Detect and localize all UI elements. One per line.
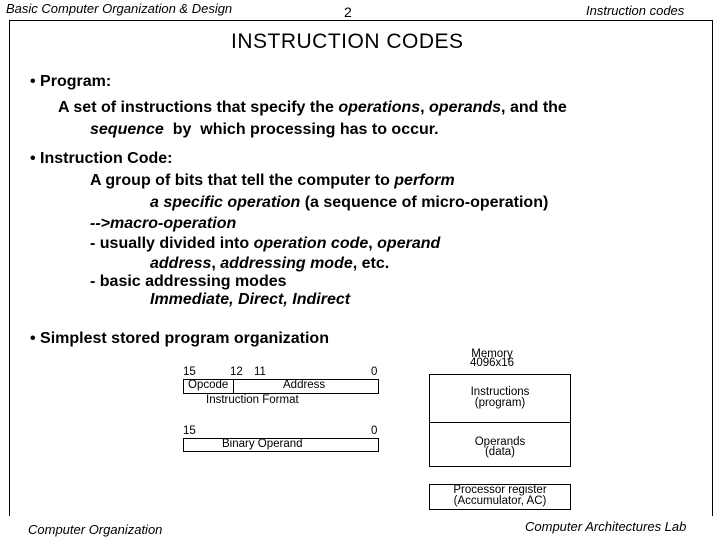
memory-size: 4096x16 [469,357,515,369]
program-line-1: A set of instructions that specify the operations, operands, and the [58,99,567,116]
format1-bit-15: 15 [183,366,196,378]
instruction-code-bullet: • Instruction Code: [30,150,173,167]
memory-instructions-sub: (program) [474,397,526,409]
program-bullet: • Program: [30,73,112,90]
memory-title: Memory [471,348,513,360]
format1-bit-0: 0 [371,366,378,378]
instruction-code-line-2: a specific operation (a sequence of micro-operation) [150,194,549,211]
instruction-format-caption: Instruction Format [206,394,299,406]
program-line-2: sequence by which processing has to occur. [90,121,439,138]
simplest-bullet: • Simplest stored program organization [30,330,329,347]
address-field: Address [283,379,326,391]
opcode-field: Opcode [188,379,229,391]
header-course-title: Basic Computer Organization & Design [6,1,233,16]
format2-bit-15: 15 [183,425,196,437]
page-number: 2 [344,4,352,20]
processor-register-sub: (Accumulator, AC) [453,495,547,507]
header-section-title: Instruction codes [586,3,685,18]
footer-left: Computer Organization [28,522,163,537]
opcode-address-divider [233,380,234,393]
format1-bit-12: 12 [230,366,243,378]
format2-bit-0: 0 [371,425,378,437]
memory-instructions: Instructions [470,386,530,398]
instruction-code-line-6: - basic addressing modes [90,273,287,290]
instruction-code-line-4: - usually divided into operation code, operand [90,235,441,252]
format1-bit-11: 11 [254,366,266,378]
processor-register-title: Processor register [453,484,547,496]
instruction-code-line-1: A group of bits that tell the computer to perform [90,172,455,189]
memory-divider [430,422,570,423]
memory-operands-sub: (data) [484,446,516,458]
instruction-code-line-5: address, addressing mode, etc. [150,255,390,272]
instruction-code-line-3: -->macro-operation [90,215,237,232]
footer-right: Computer Architectures Lab [525,519,687,534]
binary-operand-label: Binary Operand [222,438,303,450]
instruction-code-line-7: Immediate, Direct, Indirect [150,291,351,308]
slide-title: INSTRUCTION CODES [231,30,464,53]
memory-operands: Operands [474,436,526,448]
